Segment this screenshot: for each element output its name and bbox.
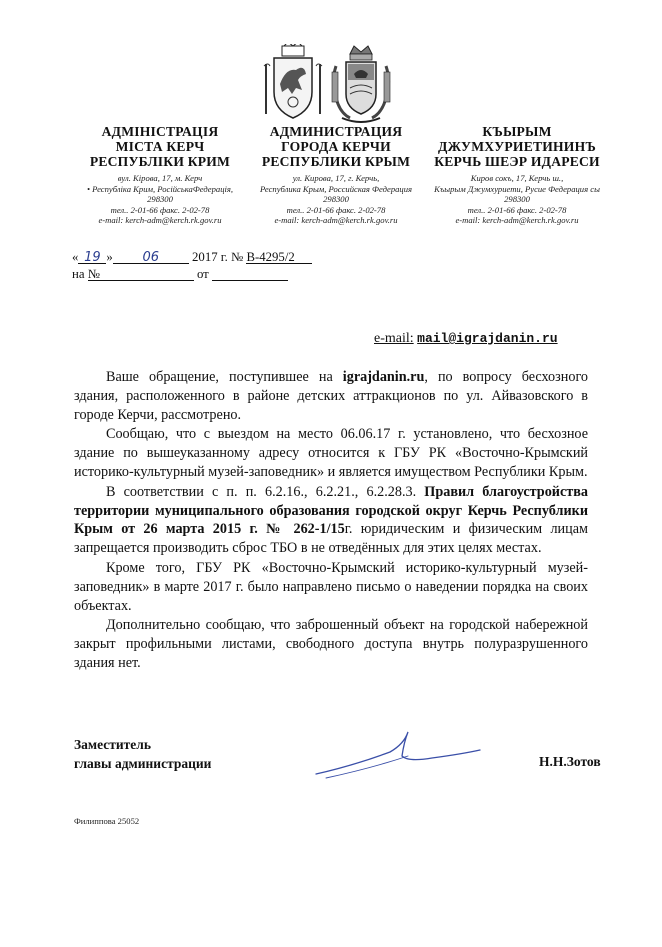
letter-body (74, 368, 588, 674)
header-contacts-crh: Киров сокъ, 17, Керчь ш., Къырым Джумхуриети, Русие Федерация сы 298300 тел.. 2-01-66 факс. 2-02-78 e-mail: kerch-adm@kerch.rk.gov.ru (434, 173, 600, 225)
email-address[interactable]: mail@igrajdanin.ru (417, 331, 558, 346)
date-day-field: 19 (78, 250, 106, 264)
paragraph-3: В соответствии с п. п. 6.2.16., 6.2.21., 6.2.28.3. Правил благоустройства территории муниципального образования городской округ Керчь Республики Крым от 26 марта 2015 г. № 262-1/15г. юридическим и физическим лицам запрещается производить сброс ТБО в не отведённых для этих целях местах. (74, 483, 588, 557)
paragraph-1: Ваше обращение, поступившее на igrajdanin.ru, по вопросу бесхозного здания, расположенного в районе детских аттракционов по ул. Айвазовского в городе Керчи, рассмотрено. (74, 369, 589, 423)
header-contacts-ua: вул. Кірова, 17, м. Керч • Республіка Крим, РосійськаФедерація, 298300 тел.. 2-01-66 факс. 2-02-78 e-mail: kerch-adm@kerch.rk.gov.ru (86, 173, 234, 225)
executor-note: Филиппова 25052 (74, 816, 140, 826)
incoming-date-field (212, 267, 288, 281)
header-title-ru: АДМИНИСТРАЦИЯ ГОРОДА КЕРЧИ РЕСПУБЛИКИ КРЫМ (261, 124, 411, 169)
recipient-email: e-mail: mail@igrajdanin.ru (374, 331, 558, 346)
handwritten-signature (312, 722, 484, 782)
header-title-crh: КЪЫРЫМ ДЖУМХУРИЕТИНИНЪ КЕРЧЬ ШЕЭР ИДАРЕСИ (434, 124, 600, 169)
paragraph-5: Дополнительно сообщаю, что заброшенный объект на городской набережной закрыт профильными листами, свободного доступа внутрь полуразрушенного здания нет. (74, 617, 588, 671)
date-month-field: 06 (113, 250, 189, 264)
incoming-number-field: № (88, 267, 194, 281)
header-crimean-tatar (428, 124, 606, 226)
kerch-coat-of-arms-icon (328, 44, 394, 126)
header-russian (252, 124, 420, 226)
outgoing-number-field: В-4295/2 (246, 250, 312, 264)
paragraph-2: Сообщаю, что с выездом на место 06.06.17 г. установлено, что бесхозное здание по вышеуказанному адресу относится к ГБУ РК «Восточно-Крымский историко-культурный музей-заповедник» и является имуществом Республики Крым. (74, 426, 588, 480)
incoming-reference-line: на № от (72, 267, 288, 281)
header-ukrainian (76, 124, 244, 226)
outgoing-reference-line: « 19 » 06 2017 г. № В-4295/2 (72, 250, 312, 264)
header-contacts-ru: ул. Кирова, 17, г. Керчь, Республика Крым, Российская Федерация 298300 тел.. 2-01-66 факс. 2-02-78 e-mail: kerch-adm@kerch.rk.gov.ru (259, 173, 413, 225)
paragraph-4: Кроме того, ГБУ РК «Восточно-Крымский историко-культурный музей-заповедник» в марте 2017 г. было направлено письмо о наведении порядка на своих объектах. (74, 559, 588, 614)
header-title-ua: АДМІНІСТРАЦІЯ МІСТА КЕРЧ РЕСПУБЛІКИ КРИМ (89, 124, 231, 169)
signatory-position: Заместитель главы администрации (74, 737, 212, 771)
crimea-coat-of-arms-icon (262, 44, 324, 122)
signatory-name: Н.Н.Зотов (539, 754, 601, 769)
